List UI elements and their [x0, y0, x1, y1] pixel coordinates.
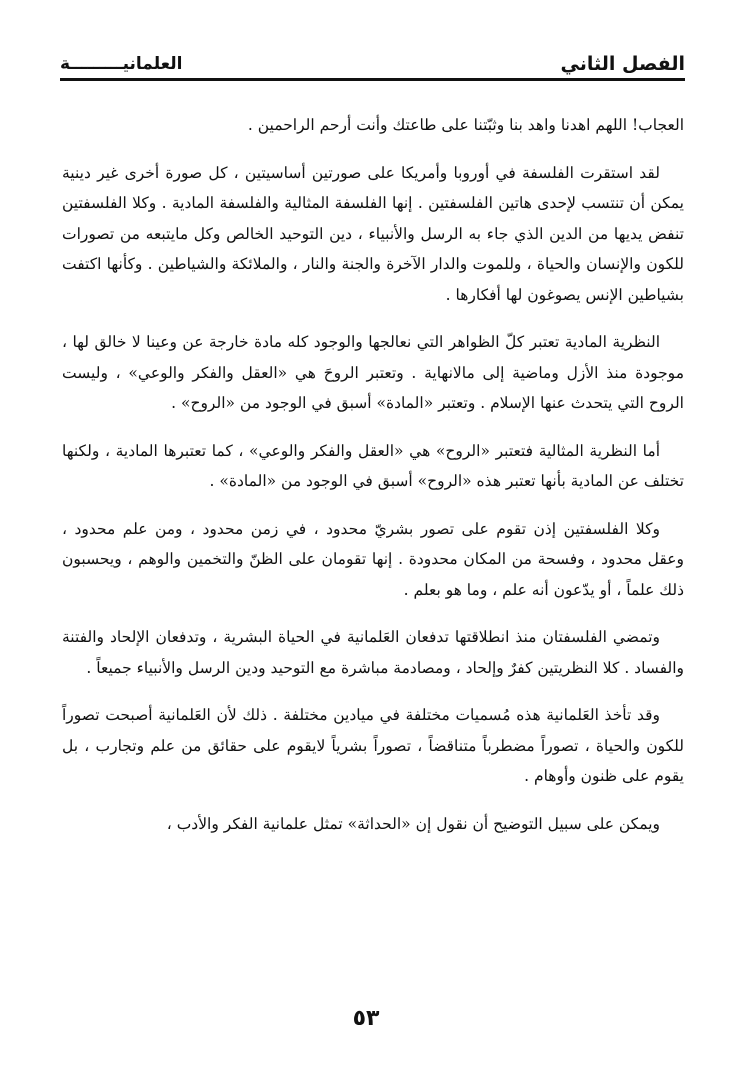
running-header [60, 48, 685, 81]
paragraph: لقد استقرت الفلسفة في أوروبا وأمريكا على صورتين أساسيتين ، كل صورة أخرى غير دينية يمكن أن تنتسب لإحدى هاتين الفلسفتين . إنها الفلسفة المثالية والفلسفة المادية . وكلا الفلسفتين تنفض يديها من الدين الذي جاء به الرسل والأنبياء ، دين التوحيد الخالص وكل مايتبعه من تصورات للكون والإنسان والحياة ، وللموت والدار الآخرة والجنة والنار ، والملائكة والشياطين . وكأنها اكتفت بشياطين الإنس يصوغون لها أفكارها . [62, 163, 684, 304]
page-body [62, 110, 684, 856]
paragraph: وقد تأخذ العَلمانية هذه مُسميات مختلفة في ميادين مختلفة . ذلك لأن العَلمانية أصبحت تصوراً للكون والحياة ، تصوراً مضطرباً متناقضاً ، تصوراً بشرياً لايقوم على حقائق من علم وتجارب ، بل يقوم على ظنون وأوهام . [62, 706, 684, 785]
paragraph: أما النظرية المثالية فتعتبر «الروح» هي «العقل والفكر والوعي» ، كما تعتبرها المادية ، ولكنها تختلف عن المادية بأنها تعتبر هذه «الروح» أسبق في الوجود من «المادة» . [62, 441, 684, 490]
paragraph: النظرية المادية تعتبر كلّ الظواهر التي نعالجها والوجود كله مادة خارجة عن وعينا لا خالق لها ، موجودة منذ الأزل وماضية إلى مالانهاية . وتعتبر الروحَ هي «العقل والفكر والوعي» ، وليست الروح التي يتحدث عنها الإسلام . وتعتبر «المادة» أسبق في الوجود من «الروح» . [62, 333, 684, 412]
chapter-title: الفصل الثاني [560, 53, 685, 75]
topic-title: العلمانيـــــــــة [60, 54, 183, 74]
paragraph: وكلا الفلسفتين إذن تقوم على تصور بشريّ محدود ، في زمن محدود ، ومن علم محدود ، وعقل محدود ، وفسحة من المكان محدودة . إنها تقومان على الظنّ والتخمين والوهم ، ويحسبون ذلك علماً ، أو يدّعون أنه علم ، وما هو بعلم . [62, 519, 684, 599]
page-number: ٥٣ [352, 1006, 380, 1031]
paragraph: ويمكن على سبيل التوضيح أن نقول إن «الحداثة» تمثل علمانية الفكر والأدب ، [166, 814, 660, 833]
paragraph: وتمضي الفلسفتان منذ انطلاقتها تدفعان العَلمانية في الحياة البشرية ، وتدفعان الإلحاد والفتنة والفساد . كلا النظريتين كفرٌ وإلحاد ، ومصادمة مباشرة مع التوحيد ودين الرسل والأنبياء جميعاً . [62, 628, 684, 677]
paragraph: العجاب! اللهم اهدنا واهد بنا وثبّتنا على طاعتك وأنت أرحم الراحمين . [247, 116, 684, 134]
